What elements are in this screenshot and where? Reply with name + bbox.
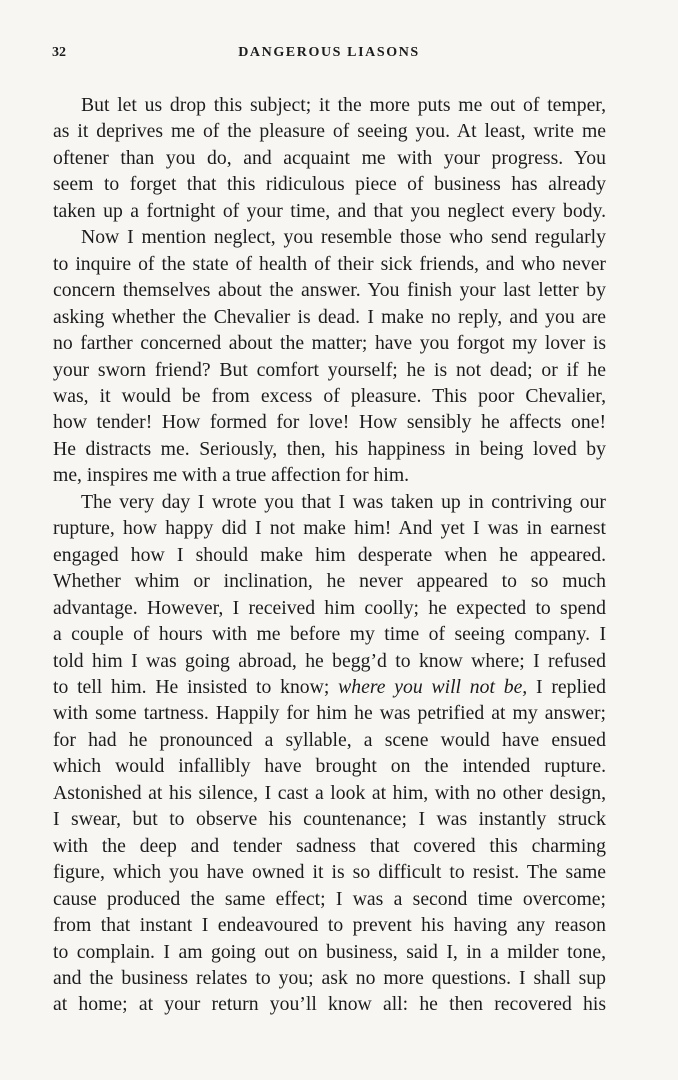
body-text [53, 92, 606, 1018]
text-line: asking whether the Chevalier is dead. I make no reply, and you are [53, 305, 606, 328]
text-line: a couple of hours with me before my time of seeing company. I [53, 623, 606, 646]
text-line: from that instant I endeavoured to prevent his having any reason [53, 914, 606, 937]
text-line: at home; at your return you’ll know all: he then recovered his [53, 993, 606, 1016]
text-line: me, inspires me with a true affection for him. [53, 464, 410, 487]
text-line-with-italics [53, 674, 606, 700]
text-line: to complain. I am going out on business, said I, in a milder tone, [53, 940, 606, 963]
text-line: was, it would be from excess of pleasure. This poor Chevalier, [53, 384, 606, 407]
text-segment: to tell him. He insisted to know; [53, 675, 330, 698]
text-line: The very day I wrote you that I was taken up in contriving our [81, 490, 606, 513]
text-line: to inquire of the state of health of their sick friends, and who never [53, 252, 606, 275]
text-line: But let us drop this subject; it the more puts me out of temper, [81, 94, 606, 116]
page-header [52, 45, 606, 67]
text-line: how tender! How formed for love! How sensibly he affects one! [53, 411, 606, 434]
text-line: Astonished at his silence, I cast a look at him, with no other design, [53, 781, 606, 804]
text-line: concern themselves about the answer. You finish your last letter by [53, 279, 606, 302]
text-line: for had he pronounced a syllable, a scene would have ensued [53, 728, 606, 751]
text-line: as it deprives me of the pleasure of seeing you. At least, write me [53, 120, 606, 143]
text-line: advantage. However, I received him coolly; he expected to spend [53, 596, 606, 619]
text-line: no farther concerned about the matter; have you forgot my lover is [53, 332, 606, 355]
text-line: and the business relates to you; ask no more questions. I shall sup [53, 966, 606, 989]
text-line: taken up a fortnight of your time, and that you neglect every body. [53, 199, 606, 222]
text-line: which would infallibly have brought on the intended rupture. [53, 755, 606, 778]
page-number: 32 [52, 45, 66, 60]
text-line: rupture, how happy did I not make him! And yet I was in earnest [53, 517, 606, 540]
text-line: with some tartness. Happily for him he was petrified at my answer; [53, 702, 606, 725]
text-line: seem to forget that this ridiculous piece of business has already [53, 173, 606, 196]
text-segment: I replied [536, 675, 607, 698]
text-line: Now I mention neglect, you resemble those who send regularly [81, 226, 606, 249]
text-line: cause produced the same effect; I was a second time overcome; [53, 887, 606, 910]
text-line: I swear, but to observe his countenance; I was instantly struck [53, 808, 606, 831]
text-line: Whether whim or inclination, he never appeared to so much [53, 570, 606, 593]
running-head: DANGEROUS LIASONS [238, 45, 420, 60]
text-line: oftener than you do, and acquaint me with your progress. You [53, 146, 606, 169]
text-line: engaged how I should make him desperate when he appeared. [53, 543, 606, 566]
italic-phrase: where you will not be, [338, 675, 528, 698]
text-line: He distracts me. Seriously, then, his happiness in being loved by [53, 437, 606, 460]
text-line: with the deep and tender sadness that covered this charming [53, 834, 606, 857]
text-line: figure, which you have owned it is so difficult to resist. The same [53, 861, 606, 884]
text-line: your sworn friend? But comfort yourself; he is not dead; or if he [53, 358, 606, 381]
text-line: told him I was going abroad, he begg’d to know where; I refused [53, 649, 606, 672]
